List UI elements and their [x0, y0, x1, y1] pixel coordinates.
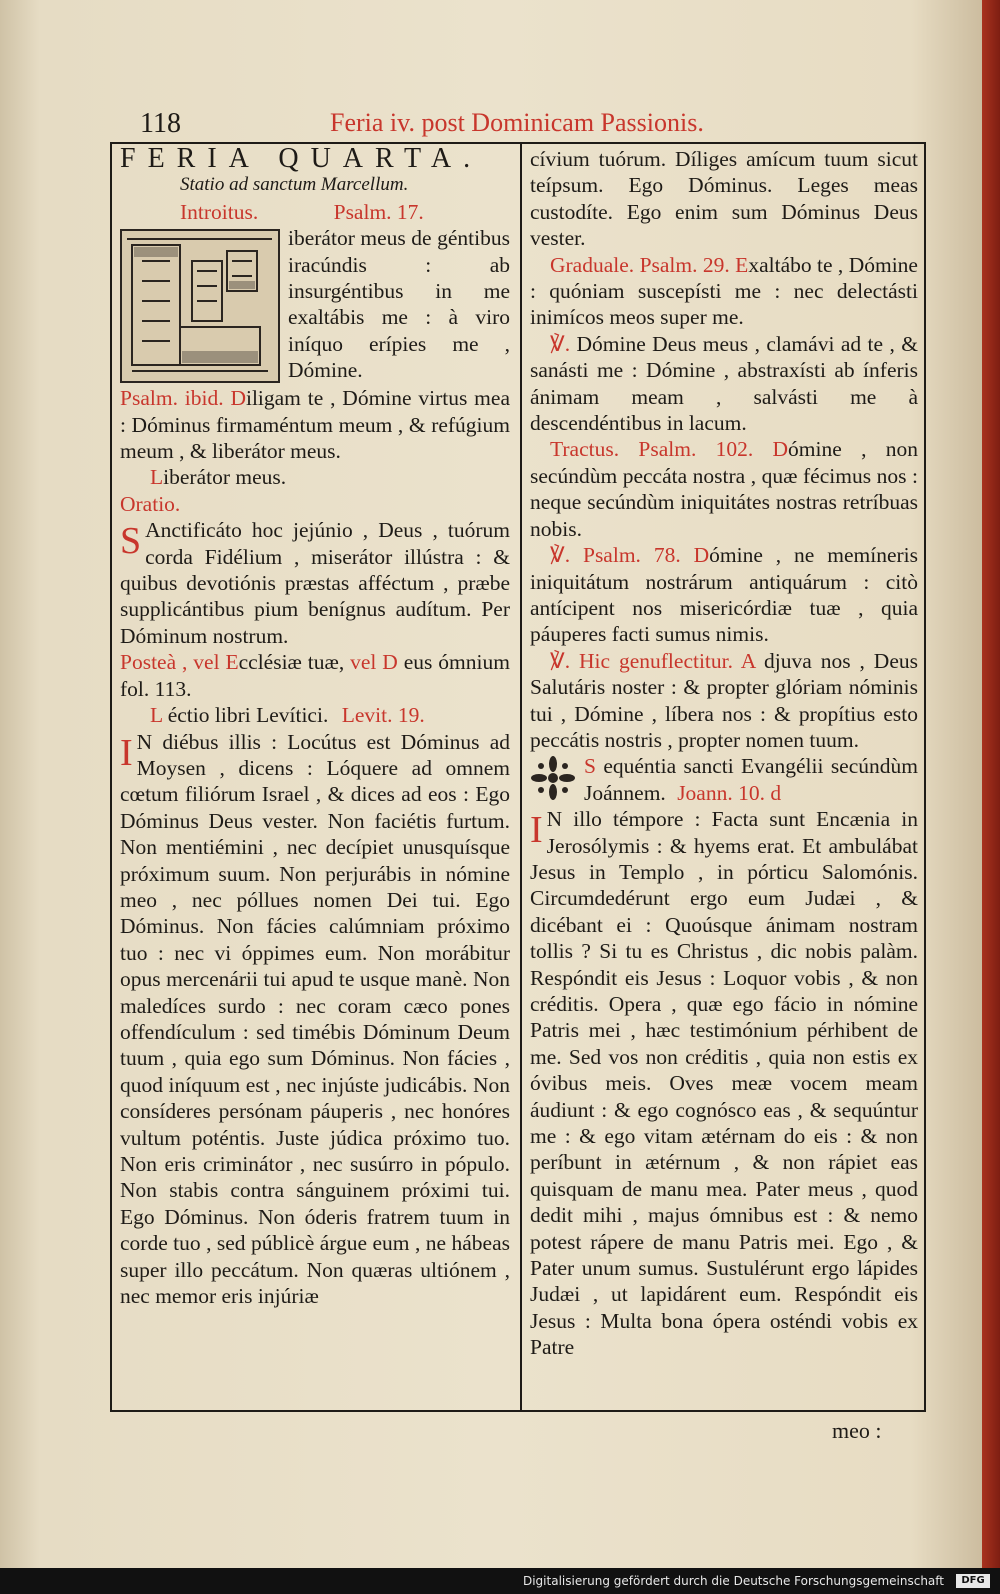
footer-text: Digitalisierung gefördert durch die Deutsche Forschungsgemeinschaft: [522, 1574, 944, 1588]
woodcut-initial-l-icon: [120, 229, 280, 383]
lectio-continuation: cívium tuórum. Díliges amícum tuum sicut teípsum. Ego Dóminus. Leges meas custodíte. Ego enim sum Dóminus Deus vester.: [530, 147, 918, 251]
versicle-3: [530, 648, 918, 754]
repeat-initial: L: [150, 465, 164, 490]
introitus-label: Introitus.: [180, 199, 259, 224]
versicle-2-label: ℣. Psalm. 78. D: [550, 543, 710, 568]
lectio-body: [120, 729, 510, 1310]
tractus: [530, 436, 918, 542]
evangelium-cap: I: [530, 809, 543, 852]
graduale: [530, 252, 918, 331]
red-page-edge: [982, 0, 1000, 1568]
graduale-label: Graduale. Psalm. 29. E: [550, 252, 749, 277]
lectio-cap: I: [120, 731, 133, 774]
psalm-initial: D: [230, 386, 246, 411]
lectio-title: éctio libri Levítici.: [162, 703, 329, 728]
postea-3: vel D: [350, 650, 398, 675]
left-column: [120, 143, 510, 1309]
introitus-text: iberátor meus de géntibus iracúndis : ab insurgéntibus in me exaltábis me : à viro iníquo erípies me , Dómine.: [288, 226, 510, 383]
psalm-verse: [120, 385, 510, 464]
dfg-logo: DFG: [956, 1574, 990, 1588]
oratio-body: Anctificáto hoc jejúnio , Deus , tuórum corda Fidélium , miserátor illústra : & quibus devotiónis præstas afféctum , præbe supplicántibus pium benígnus audítum. Per Dóminum nostrum.: [120, 518, 510, 648]
column-divider: [520, 144, 522, 1410]
oratio-heading: Oratio.: [120, 491, 181, 516]
rosette-ornament-icon: [530, 755, 576, 801]
oratio-initial: S: [120, 520, 142, 563]
psalm-label: Psalm. ibid.: [120, 386, 224, 411]
postea-2: cclésiæ tuæ,: [238, 650, 351, 675]
text-frame: [110, 142, 926, 1412]
versicle-3-label: ℣. Hic genuflectitur. A: [550, 648, 756, 673]
lectio-ref: Levit. 19.: [341, 703, 425, 728]
evangelium-body: [530, 806, 918, 1361]
right-column: [530, 146, 918, 1361]
feast-title: FERIA QUARTA.: [120, 143, 483, 174]
versicle-1-label: ℣.: [550, 331, 577, 356]
sequentia-ref: Joann. 10. d: [677, 780, 782, 805]
catchword: meo :: [832, 1418, 882, 1443]
introitus-heading: [120, 199, 510, 225]
lectio-heading: [120, 702, 510, 728]
psalm-text: iligam te , Dómine virtus mea : Dóminus firmaméntum meum , & refúgium meum , & liberátor meus.: [120, 386, 510, 464]
sequentia-text: equéntia sancti Evangélii secúndùm Joánnem.: [584, 754, 918, 805]
postea-1: Posteà , vel E: [120, 650, 239, 675]
introitus-repeat: [120, 464, 510, 490]
introitus-ref: Psalm. 17.: [333, 199, 424, 224]
running-head: Feria iv. post Dominicam Passionis.: [330, 108, 704, 137]
oratio-text: [120, 517, 510, 649]
repeat-text: iberátor meus.: [163, 465, 287, 490]
page-header: [140, 108, 920, 144]
sequentia-initial: S: [584, 754, 596, 779]
page-number: 118: [140, 108, 181, 139]
evangelium-text: N illo témpore : Facta sunt Encænia in Jerosólymis : & hyems erat. Et ambulábat Jesus in Templo , in pórticu Salomónis. Circumdedérunt ergo eum Judæi , & dicébant ei : Quoúsque ánimam nostram tollis ? Si tu es Christus , dic nobis palàm. Respóndit eis Jesus : Loquor vobis , & non créditis. Opera , quæ ego fácio in nómine Patris mei , hæc testimónium pérhibent de me. Sed vos non créditis , quia non estis ex óvibus meis. Oves meæ vocem meam áudiunt : & ego cognósco eas , & sequúntur me : & ego vitam ætérnam do eis : & non períbunt in ætérnum , & non rápiet eas quisquam de manu mea. Pater meus , quod dedit mihi , majus ómnibus est : & nemo potest rápere de manu Patris mei. Ego , & Pater unum sumus. Sustulérunt ergo lápides Judæi , ut lapidárent eum. Respóndit eis Jesus : Multa bona ópera osténdi vobis ex Patre: [530, 807, 918, 1360]
tractus-label: Tractus. Psalm. 102. D: [550, 437, 789, 462]
lectio-text: N diébus illis : Locútus est Dóminus ad Moysen , dicens : Lóquere ad omnem cœtum filiórum Israel , & dices ad eos : Ego Dóminus Deus vester. Non faciétis furtum. Non mentiémini , nec decípiet unusquísque próximum suum. Non perjurábis in nómine meo , nec póllues nomen Dei tui. Ego Dóminus. Non fácies calúmniam próximo tuo : nec vi óppimes eum. Non morábitur opus mercenárii tui apud te usque manè. Non maledíces surdo : nec coram cæco pones offendículum : sed timébis Dóminum Deum tuum , quia ego sum Dóminus. Non fácies , quod iníquum est , nec injúste judicábis. Non consíderes persónam páuperis , nec honóres vultum poténtis. Juste júdica próximo tuo. Non eris criminátor , nec susúrro in pópulo. Non stabis contra sánguinem próximi tui. Ego Dóminus. Non óderis fratrem tuum in corde tuo , sed públicè árgue eum , ne hábeas super illo peccátum. Non quæras ultiónem , nec memor eris injúriæ: [120, 729, 510, 1309]
postea-4: eus ómnium fol. 113.: [120, 650, 510, 701]
tractus-text: ómine , non secúndùm peccáta nostra , quæ fécimus nos : neque secúndùm iniquitátes nostras retríbuas nobis.: [530, 437, 918, 541]
versicle-2-text: ómine , ne memíneris iniquitátum nostrárum antiquárum : citò antícipent nos misericórdiæ tuæ , quia páuperes facti sumus nimis.: [530, 543, 918, 647]
versicle-3-text: djuva nos , Deus Salutáris noster : & propter glóriam nóminis tui , Dómine , líbera nos : & propítius esto peccátis nostris , propter nomen tuum.: [530, 648, 918, 752]
versicle-1-text: Dómine Deus meus , clamávi ad te , & sanásti me : Dómine , abstraxísti ab ínferis ánimam meam , salvásti me à descendéntibus in lacum.: [530, 331, 918, 436]
versicle-2: [530, 542, 918, 648]
sequentia-heading: [530, 753, 918, 806]
versicle-1: [530, 331, 918, 437]
statio-line: Statio ad sanctum Marcellum.: [180, 174, 409, 196]
lectio-initial: L: [150, 703, 163, 728]
graduale-text: xaltábo te , Dómine : quóniam suscepísti me : nec delectásti inimícos meos super me.: [530, 252, 918, 330]
digitization-footer: [0, 1568, 1000, 1594]
postea-rubric: [120, 649, 510, 702]
